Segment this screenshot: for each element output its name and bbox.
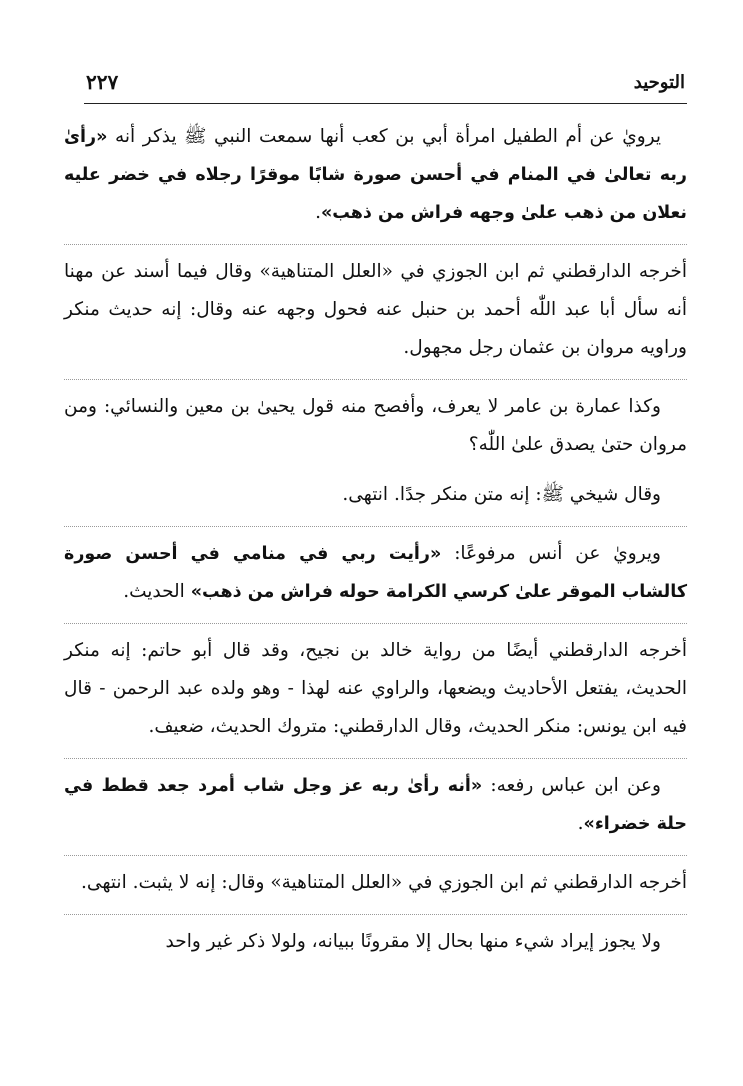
page-body (64, 118, 687, 973)
paragraph-text: . (315, 202, 321, 223)
paragraph-text: ولا يجوز إيراد شيء منها بحال إلا مقرونًا ببيانه، ولولا ذكر غير واحد (165, 931, 661, 952)
paragraph-8 (64, 855, 687, 902)
quoted-hadith: «أنه رأىٰ ربه عز وجل شاب أمرد جعد قطط في حلة خضراء» (64, 776, 687, 834)
quoted-hadith: «رأىٰ ربه تعالىٰ في المنام في أحسن صورة شابًا موقرًا رجلاه في خضر عليه نعلان من ذهب علىٰ وجهه فراش من ذهب» (64, 127, 687, 223)
paragraph-text: وقال شيخي ﷺ: إنه متن منكر جدًا. انتهى. (342, 484, 661, 505)
paragraph-text: ويرويٰ عن أنس مرفوعًا: (441, 543, 661, 564)
running-title: التوحيد (633, 71, 685, 93)
paragraph-text: الحديث. (123, 581, 191, 602)
paragraph-text: وعن ابن عباس رفعه: (482, 775, 661, 796)
paragraph-text: . (577, 813, 584, 834)
paragraph-4 (64, 476, 687, 514)
header-rule (84, 103, 687, 104)
page-header (86, 62, 685, 102)
paragraph-text: أخرجه الدارقطني ثم ابن الجوزي في «العلل المتناهية» وقال فيما أسند عن مهنا أنه سأل أبا عبد اللّٰه أحمد بن حنبل عنه فحول وجهه عنه وقال: إنه حديث منكر وراويه مروان بن عثمان رجل مجهول. (64, 261, 687, 358)
paragraph-3 (64, 379, 687, 464)
paragraph-text: أخرجه الدارقطني ثم ابن الجوزي في «العلل المتناهية» وقال: إنه لا يثبت. انتهى. (81, 872, 687, 893)
paragraph-5 (64, 526, 687, 611)
paragraph-text: أخرجه الدارقطني أيضًا من رواية خالد بن نجيح، وقد قال أبو حاتم: إنه منكر الحديث، يفتعل الأحاديث ويضعها، والراوي عنه لهذا - وهو ولده عبد الرحمن - قال فيه ابن يونس: منكر الحديث، وقال الدارقطني: متروك الحديث، ضعيف. (64, 640, 687, 737)
paragraph-2 (64, 244, 687, 367)
paragraph-text: وكذا عمارة بن عامر لا يعرف، وأفصح منه قول يحيىٰ بن معين والنسائي: ومن مروان حتىٰ يصدق علىٰ اللّٰه؟ (64, 396, 687, 455)
paragraph-7 (64, 758, 687, 843)
paragraph-1 (64, 118, 687, 232)
paragraph-6 (64, 623, 687, 746)
page-number: ٢٢٧ (86, 70, 119, 94)
paragraph-9 (64, 914, 687, 961)
paragraph-text: يرويٰ عن أم الطفيل امرأة أبي بن كعب أنها سمعت النبي ﷺ يذكر أنه (107, 126, 661, 147)
quoted-hadith: «رأيت ربي في منامي في أحسن صورة كالشاب الموقر علىٰ كرسي الكرامة حوله فراش من ذهب» (64, 544, 687, 602)
